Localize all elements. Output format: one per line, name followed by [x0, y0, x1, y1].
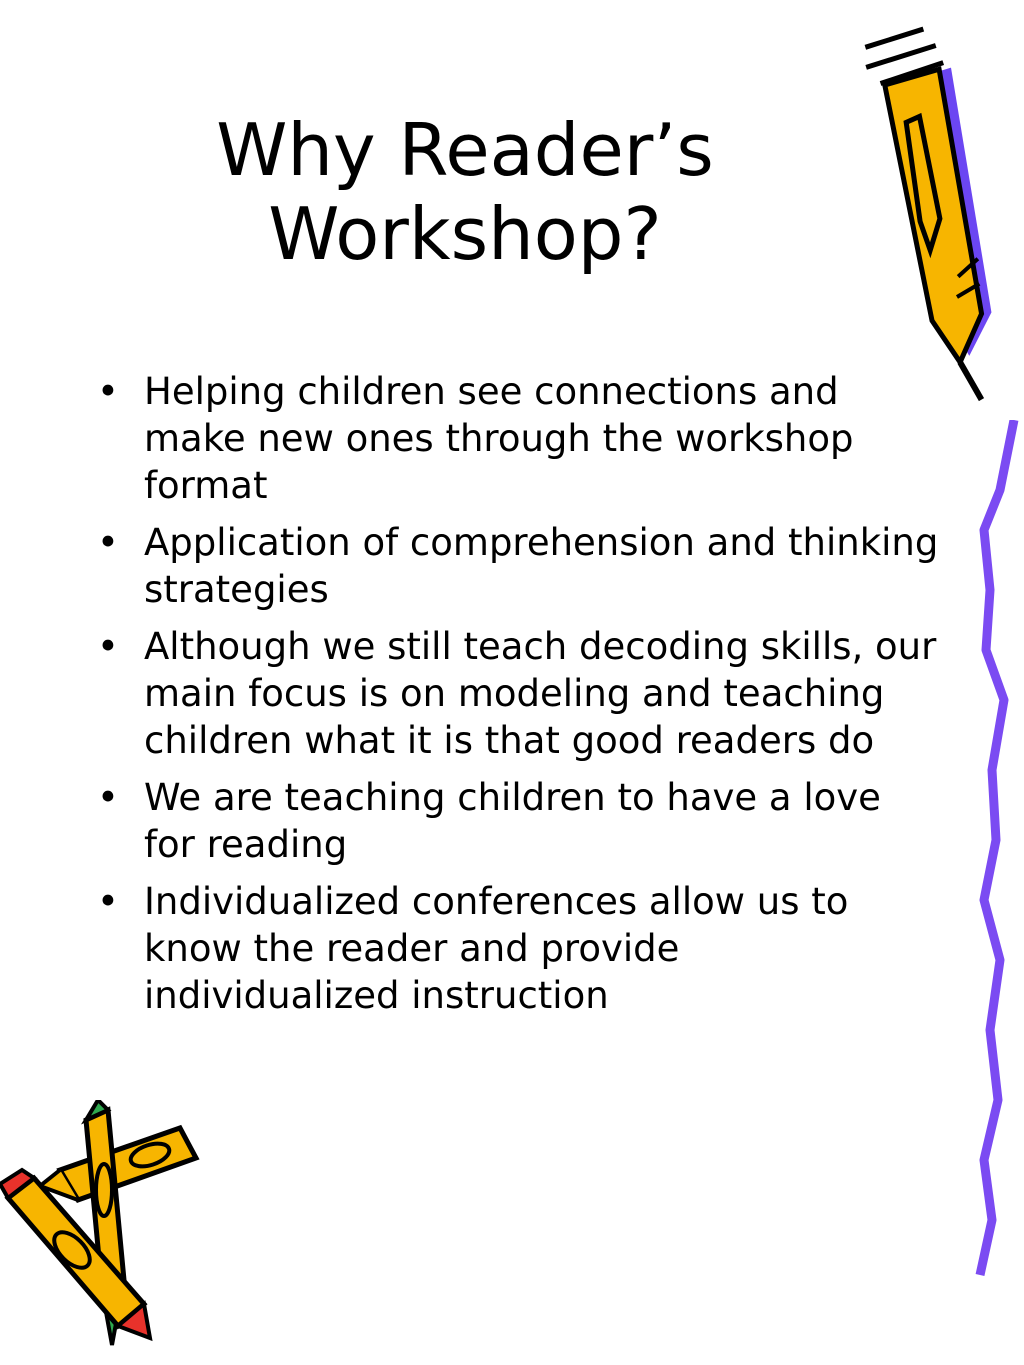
pencil-icon [860, 20, 1000, 420]
title-line-1: Why Reader’s [216, 108, 714, 192]
slide-title [130, 108, 800, 276]
bullet-dot: • [97, 880, 119, 923]
bullet-dot: • [97, 776, 119, 819]
bullet-text: Although we still teach decoding skills, our main focus is on modeling and teaching children what it is that good readers do [144, 625, 937, 762]
bullet-list [80, 368, 940, 1029]
title-line-2: Workshop? [268, 192, 662, 276]
bullet-text: We are teaching children to have a love for reading [144, 776, 881, 866]
bullet-item [80, 774, 940, 868]
bullet-dot: • [97, 625, 119, 668]
bullet-text: Application of comprehension and thinking strategies [144, 521, 939, 611]
bullet-dot: • [97, 521, 119, 564]
bullet-dot: • [97, 370, 119, 413]
bullet-item [80, 878, 940, 1019]
bullet-item [80, 623, 940, 764]
bullet-item [80, 368, 940, 509]
bullet-text: Helping children see connections and make new ones through the workshop format [144, 370, 854, 507]
wavy-line [970, 420, 1024, 1280]
bullet-item [80, 519, 940, 613]
crossed-pencils-icon [0, 1100, 220, 1360]
bullet-text: Individualized conferences allow us to know the reader and provide individualized instruction [144, 880, 849, 1017]
